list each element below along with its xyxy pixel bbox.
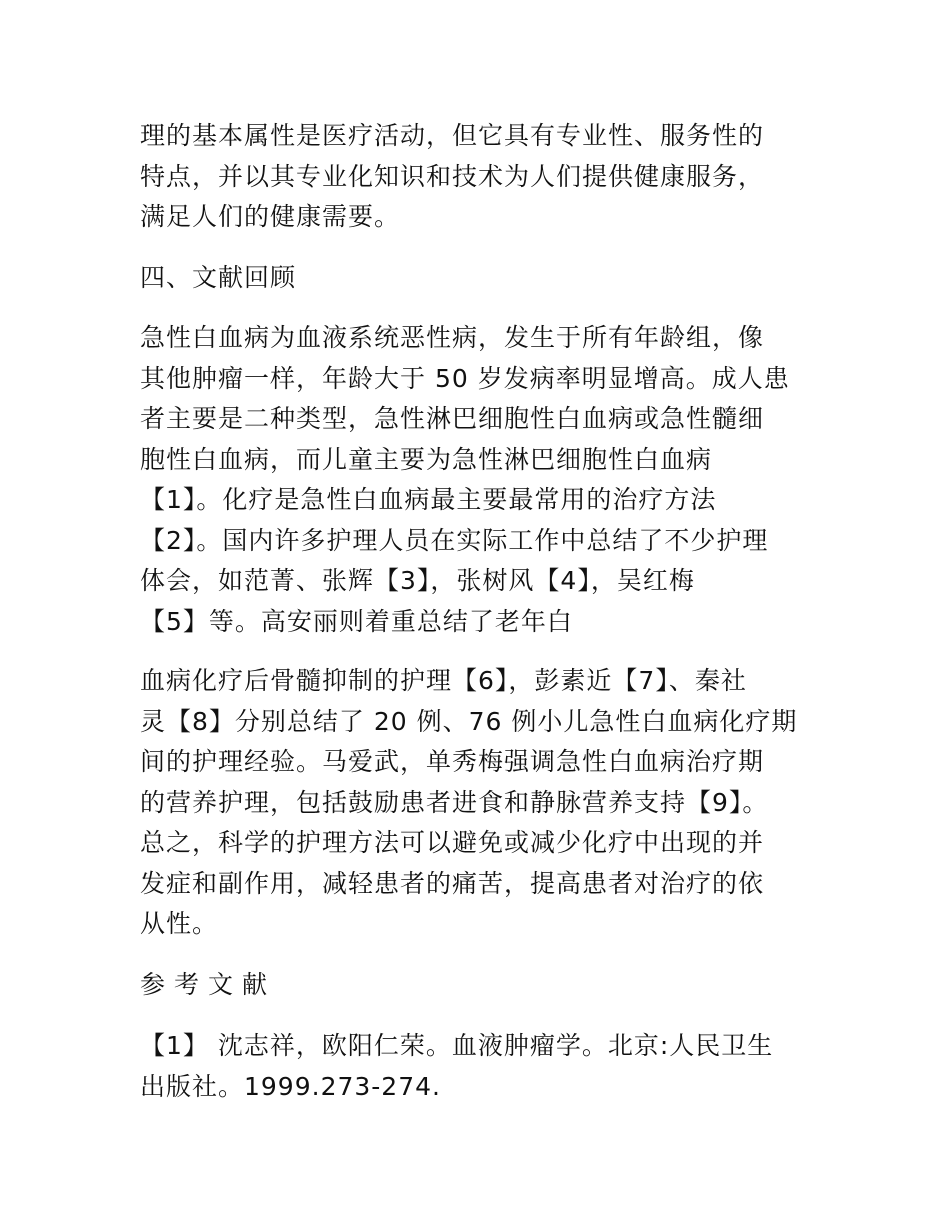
text-line: 者主要是二种类型，急性淋巴细胞性白血病或急性髓细 [140, 404, 765, 433]
text-line: 总之，科学的护理方法可以避免或减少化疗中出现的并 [140, 828, 765, 857]
text-line: 的营养护理，包括鼓励患者进食和静脉营养支持【9】。 [140, 787, 769, 817]
reference-item-1 [140, 1026, 820, 1107]
reference-line: 【1】 沈志祥，欧阳仁荣。血液肿瘤学。北京:人民卫生 [140, 1031, 774, 1060]
text-line: 【2】。国内许多护理人员在实际工作中总结了不少护理 [140, 525, 769, 555]
section-heading-block [140, 258, 820, 298]
text-line: 急性白血病为血液系统恶性病，发生于所有年龄组，像 [140, 323, 765, 352]
text-line: 从性。 [140, 909, 219, 938]
intro-paragraph [140, 116, 820, 238]
reference-line: 出版社。1999.273-274. [140, 1071, 441, 1101]
text-line: 间的护理经验。马爱武，单秀梅强调急性白血病治疗期 [140, 747, 765, 776]
text-line: 理的基本属性是医疗活动，但它具有专业性、服务性的 [140, 121, 765, 150]
text-line: 【1】。化疗是急性白血病最主要最常用的治疗方法 [140, 485, 717, 514]
text-line: 血病化疗后骨髓抑制的护理【6】，彭素近【7】、秦社 [140, 666, 747, 695]
text-line: 灵【8】分别总结了 20 例、76 例小儿急性白血病化疗期 [140, 706, 798, 736]
text-line: 满足人们的健康需要。 [140, 202, 401, 231]
text-line: 体会，如范菁、张辉【3】，张树风【4】，吴红梅 [140, 566, 695, 595]
text-line: 发症和副作用，减轻患者的痛苦，提高患者对治疗的依 [140, 868, 765, 898]
review-paragraph-1 [140, 318, 820, 642]
text-line: 胞性白血病，而儿童主要为急性淋巴细胞性白血病 [140, 444, 713, 474]
text-line: 【5】等。高安丽则着重总结了老年白 [140, 606, 573, 636]
review-paragraph-2 [140, 661, 820, 945]
references-heading-block [140, 965, 820, 1005]
references-heading: 参考文献 [140, 970, 277, 999]
text-line: 其他肿瘤一样，年龄大于 50 岁发病率明显增高。成人患 [140, 363, 790, 393]
text-line: 特点，并以其专业化知识和技术为人们提供健康服务， [140, 161, 765, 191]
section-heading: 四、文献回顾 [140, 263, 297, 292]
